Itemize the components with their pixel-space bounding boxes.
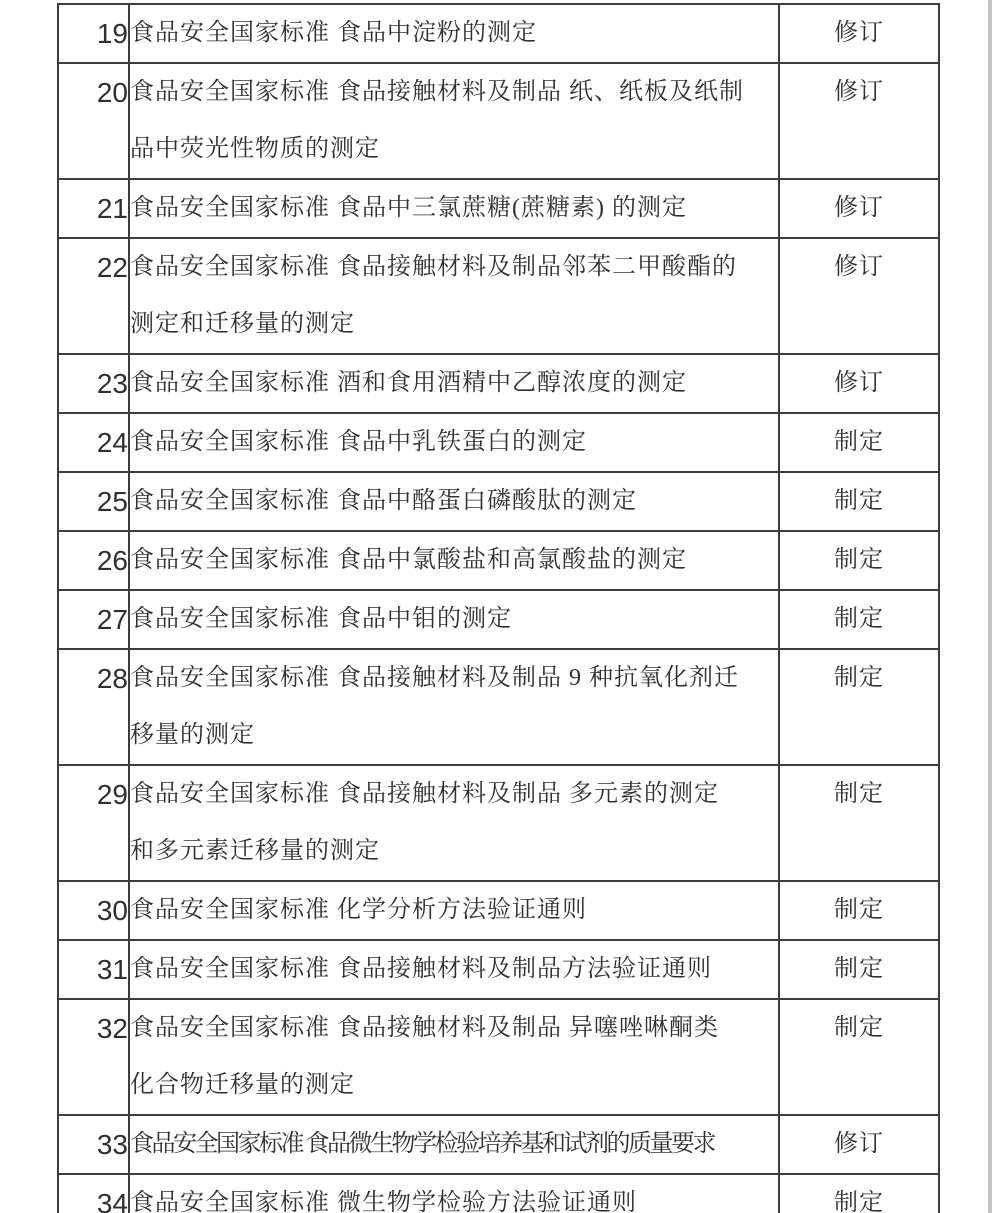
table-row (58, 765, 939, 881)
table-row (58, 649, 939, 765)
table-row (58, 472, 939, 531)
standard-name-cell: 食品安全国家标准 食品中氯酸盐和高氯酸盐的测定 (129, 531, 779, 590)
status-cell: 制定 (779, 413, 939, 472)
standard-name-cell: 食品安全国家标准 食品接触材料及制品方法验证通则 (129, 940, 779, 999)
status-cell: 制定 (779, 1174, 939, 1213)
status-cell: 制定 (779, 472, 939, 531)
status-cell: 修订 (779, 354, 939, 413)
table-row (58, 1115, 939, 1174)
table-row (58, 354, 939, 413)
standard-name-cell: 食品安全国家标准 食品接触材料及制品 纸、纸板及纸制 品中荧光性物质的测定 (129, 63, 779, 179)
row-number-cell: 19 (58, 4, 129, 63)
status-cell: 制定 (779, 940, 939, 999)
status-cell: 制定 (779, 649, 939, 765)
table-row (58, 881, 939, 940)
row-number-cell: 34 (58, 1174, 129, 1213)
standards-table-body (58, 4, 939, 1213)
table-row (58, 1174, 939, 1213)
standard-name-cell: 食品安全国家标准 食品中乳铁蛋白的测定 (129, 413, 779, 472)
standard-name-cell: 食品安全国家标准 化学分析方法验证通则 (129, 881, 779, 940)
row-number-cell: 20 (58, 63, 129, 179)
table-row (58, 590, 939, 649)
table-row (58, 63, 939, 179)
status-cell: 制定 (779, 765, 939, 881)
status-cell: 制定 (779, 881, 939, 940)
row-number-cell: 24 (58, 413, 129, 472)
standard-name-cell: 食品安全国家标准 食品接触材料及制品 9 种抗氧化剂迁 移量的测定 (129, 649, 779, 765)
standard-name-cell: 食品安全国家标准 食品中酪蛋白磷酸肽的测定 (129, 472, 779, 531)
table-row (58, 238, 939, 354)
row-number-cell: 29 (58, 765, 129, 881)
standard-name-cell: 食品安全国家标准 食品中淀粉的测定 (129, 4, 779, 63)
table-row (58, 531, 939, 590)
standard-name-cell: 食品安全国家标准 酒和食用酒精中乙醇浓度的测定 (129, 354, 779, 413)
status-cell: 修订 (779, 179, 939, 238)
table-row (58, 999, 939, 1115)
standard-name-cell: 食品安全国家标准 食品微生物学检验培养基和试剂的质量要求 (129, 1115, 779, 1174)
row-number-cell: 33 (58, 1115, 129, 1174)
status-cell: 制定 (779, 999, 939, 1115)
status-cell: 修订 (779, 63, 939, 179)
standard-name-cell: 食品安全国家标准 食品接触材料及制品 异噻唑啉酮类 化合物迁移量的测定 (129, 999, 779, 1115)
status-cell: 修订 (779, 4, 939, 63)
row-number-cell: 32 (58, 999, 129, 1115)
status-cell: 制定 (779, 590, 939, 649)
standards-table (57, 3, 940, 1213)
standard-name-cell: 食品安全国家标准 食品中钼的测定 (129, 590, 779, 649)
row-number-cell: 25 (58, 472, 129, 531)
standard-name-cell: 食品安全国家标准 食品中三氯蔗糖(蔗糖素) 的测定 (129, 179, 779, 238)
status-cell: 制定 (779, 531, 939, 590)
screenshot-right-edge (988, 0, 992, 1213)
row-number-cell: 26 (58, 531, 129, 590)
row-number-cell: 28 (58, 649, 129, 765)
row-number-cell: 31 (58, 940, 129, 999)
row-number-cell: 27 (58, 590, 129, 649)
row-number-cell: 30 (58, 881, 129, 940)
standard-name-cell: 食品安全国家标准 食品接触材料及制品 多元素的测定 和多元素迁移量的测定 (129, 765, 779, 881)
status-cell: 修订 (779, 1115, 939, 1174)
table-row (58, 940, 939, 999)
table-row (58, 4, 939, 63)
table-row (58, 413, 939, 472)
table-row (58, 179, 939, 238)
row-number-cell: 23 (58, 354, 129, 413)
row-number-cell: 22 (58, 238, 129, 354)
row-number-cell: 21 (58, 179, 129, 238)
status-cell: 修订 (779, 238, 939, 354)
standard-name-cell: 食品安全国家标准 微生物学检验方法验证通则 (129, 1174, 779, 1213)
standard-name-cell: 食品安全国家标准 食品接触材料及制品邻苯二甲酸酯的 测定和迁移量的测定 (129, 238, 779, 354)
